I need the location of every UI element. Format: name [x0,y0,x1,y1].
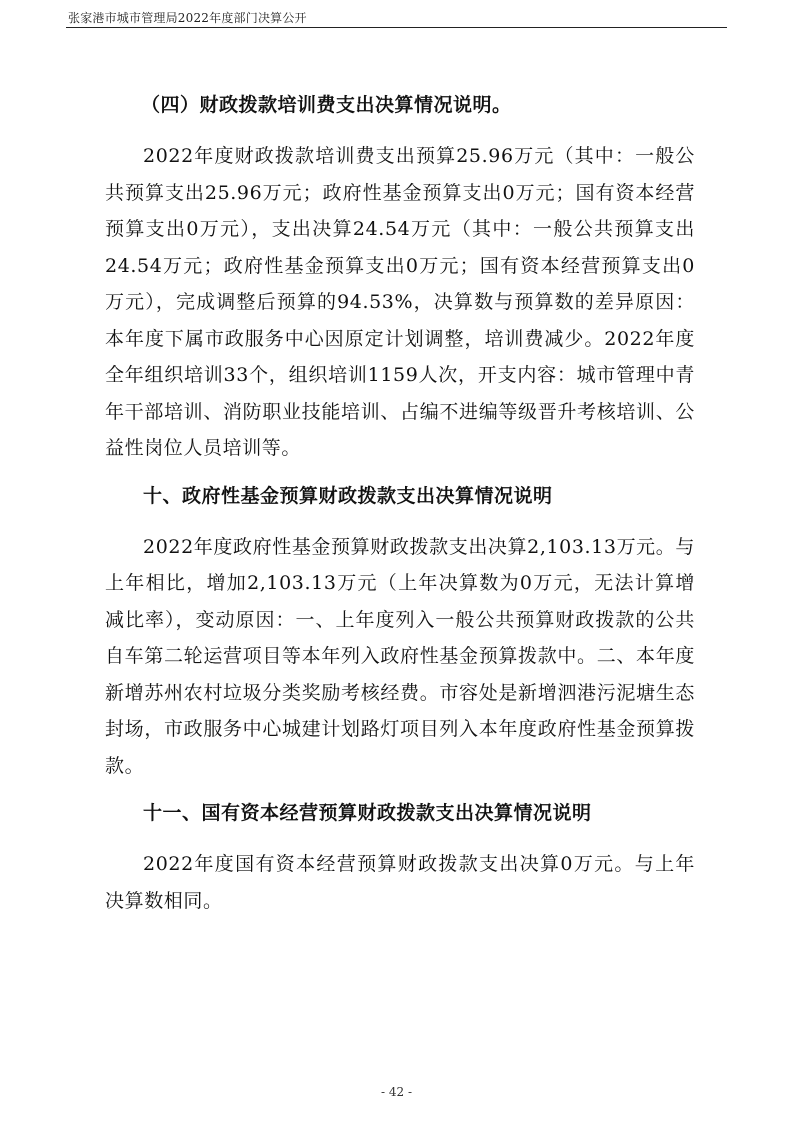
section-heading: 十、政府性基金预算财政拨款支出决算情况说明 [143,484,553,507]
section-paragraph: 2022年度财政拨款培训费支出预算25.96万元（其中：一般公共预算支出25.96万元；政府性基金预算支出0万元；国有资本经营预算支出0万元），支出决算24.54万元（其中：一般公共预算支出24.54万元；政府性基金预算支出0万元；国有资本经营预算支出0万元），完成调整后预算的94.53%，决算数与预算数的差异原因：本年度下属市政服务中心因原定计划调整，培训费减少。2022年度全年组织培训33个，组织培训1159人次，开支内容：城市管理中青年干部培训、消防职业技能培训、占编不进编等级晋升考核培训、公益性岗位人员培训等。 [105,145,695,459]
header-divider [66,27,727,28]
section-government-fund [105,483,695,785]
section-paragraph: 2022年度政府性基金预算财政拨款支出决算2,103.13万元。与上年相比，增加2,103.13万元（上年决算数为0万元，无法计算增减比率），变动原因：一、上年度列入一般公共预算财政拨款的公共自车第二轮运营项目等本年列入政府性基金预算拨款中。二、本年度新增苏州农村垃圾分类奖励考核经费。市容处是新增泗港污泥塘生态封场，市政服务中心城建计划路灯项目列入本年度政府性基金预算拨款。 [105,535,695,777]
section-state-capital [105,800,695,919]
section-training-expense [105,92,695,467]
page-number: - 42 - [380,1085,412,1099]
section-heading: （四）财政拨款培训费支出决算情况说明。 [141,94,512,116]
section-paragraph: 2022年度国有资本经营预算财政拨款支出决算0万元。与上年决算数相同。 [105,853,695,912]
document-body [105,92,695,935]
section-heading: 十一、国有资本经营预算财政拨款支出决算情况说明 [143,802,592,824]
page-header: 张家港市城市管理局2022年度部门决算公开 [68,11,307,25]
